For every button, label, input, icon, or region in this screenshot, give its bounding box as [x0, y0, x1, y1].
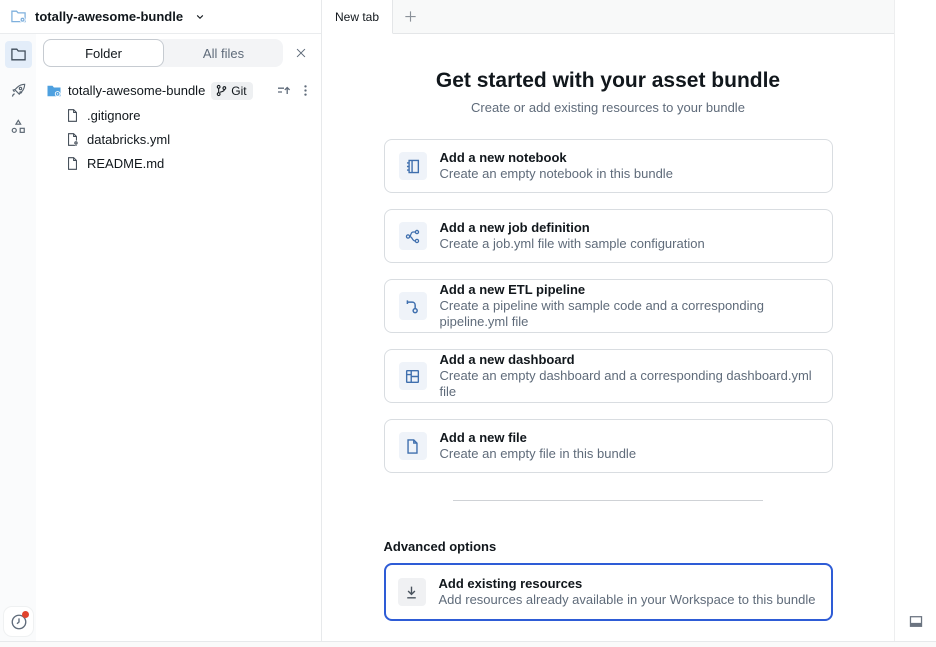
tree-overflow-menu-button[interactable]: [296, 81, 315, 100]
sidebar-header: [0, 0, 321, 34]
tree-actions: [274, 81, 315, 101]
bundle-title: totally-awesome-bundle: [35, 9, 184, 24]
bundle-folder-icon: [10, 8, 27, 25]
tree-root-label: totally-awesome-bundle: [68, 83, 206, 98]
close-icon: [294, 46, 308, 60]
git-branch-icon: [215, 84, 228, 97]
rocket-icon: [10, 82, 27, 99]
card-title: Add existing resources: [438, 576, 583, 591]
file-gear-icon: [65, 132, 80, 147]
add-existing-resources-card[interactable]: [384, 563, 833, 621]
file-name: .gitignore: [87, 107, 141, 123]
file-icon: [65, 108, 80, 123]
advanced-options-label: Advanced options: [383, 539, 497, 554]
card-description: Create an empty file in this bundle: [439, 446, 637, 461]
card-text: [440, 282, 818, 330]
card-title: Add a new dashboard: [439, 352, 575, 367]
sidebar: [0, 0, 322, 641]
section-divider: [453, 500, 763, 501]
tab-new-tab[interactable]: [322, 0, 393, 34]
plus-icon: [403, 9, 418, 24]
tab-folder-view[interactable]: Folder: [43, 39, 164, 67]
card-description: Add resources already available in your Workspace to this bundle: [438, 592, 816, 607]
tab-bar: [322, 0, 894, 34]
card-text: [440, 150, 673, 182]
toggle-bottom-panel-button[interactable]: [905, 611, 926, 632]
rail-deploy-button[interactable]: [5, 77, 32, 104]
git-badge[interactable]: [211, 82, 252, 100]
add-etl-pipeline-card[interactable]: [384, 279, 833, 333]
folder-icon: [10, 46, 27, 63]
rail-resources-button[interactable]: [5, 113, 32, 140]
card-description: Create a job.yml file with sample configuration: [439, 236, 705, 251]
job-workflow-icon: [399, 222, 427, 250]
history-button[interactable]: [4, 607, 33, 636]
card-description: Create an empty dashboard and a corresponding dashboard.yml file: [439, 368, 812, 399]
pipeline-icon: [399, 292, 427, 320]
card-text: [440, 220, 705, 252]
page-subtitle: Create or add existing resources to your bundle: [471, 100, 745, 115]
sidebar-body: [0, 34, 321, 641]
sort-button[interactable]: [274, 81, 294, 101]
download-icon: [398, 578, 426, 606]
card-text: [440, 352, 818, 400]
sidebar-rail: [0, 34, 36, 641]
card-text: [439, 576, 816, 608]
card-title: Add a new ETL pipeline: [439, 282, 586, 297]
bundle-folder-filled-icon: [46, 83, 62, 99]
close-panel-button[interactable]: [289, 41, 313, 65]
main-area: [322, 0, 894, 641]
file-view-switcher: [36, 39, 321, 67]
card-title: Add a new job definition: [439, 220, 590, 235]
card-title: Add a new notebook: [439, 150, 567, 165]
resources-shapes-icon: [10, 118, 27, 135]
tree-file-row[interactable]: [36, 127, 321, 151]
page-title: Get started with your asset bundle: [435, 69, 781, 92]
new-file-icon: [399, 432, 427, 460]
file-name: README.md: [87, 155, 165, 171]
tree-root-row[interactable]: [36, 78, 321, 103]
kebab-menu-icon: [298, 83, 313, 98]
get-started-panel: [322, 34, 894, 641]
file-icon: [65, 156, 80, 171]
bottom-panel-icon: [907, 613, 924, 630]
bundle-menu-chevron-down-icon[interactable]: [193, 10, 207, 24]
file-name: databricks.yml: [87, 131, 171, 147]
git-badge-label: Git: [231, 83, 247, 98]
right-rail: [894, 0, 936, 641]
sort-ascending-icon: [276, 83, 292, 99]
new-tab-button[interactable]: [393, 0, 427, 33]
dashboard-grid-icon: [399, 362, 427, 390]
tab-all-files-view[interactable]: All files: [164, 39, 283, 67]
card-description: Create an empty notebook in this bundle: [439, 166, 673, 181]
card-text: [440, 430, 637, 462]
rail-folder-button[interactable]: [5, 41, 32, 68]
card-title: Add a new file: [439, 430, 527, 445]
tree-file-row[interactable]: [36, 151, 321, 175]
tab-label: New tab: [335, 9, 380, 24]
notification-dot: [22, 611, 29, 618]
tree-file-row[interactable]: [36, 103, 321, 127]
add-job-definition-card[interactable]: [384, 209, 833, 263]
bottom-strip: [0, 641, 936, 647]
notebook-icon: [399, 152, 427, 180]
view-segmented-control: [43, 39, 283, 67]
file-browser-panel: [36, 34, 321, 641]
add-file-card[interactable]: [384, 419, 833, 473]
file-tree: [36, 78, 321, 175]
add-dashboard-card[interactable]: [384, 349, 833, 403]
card-description: Create a pipeline with sample code and a corresponding pipeline.yml file: [439, 298, 764, 329]
add-notebook-card[interactable]: [384, 139, 833, 193]
